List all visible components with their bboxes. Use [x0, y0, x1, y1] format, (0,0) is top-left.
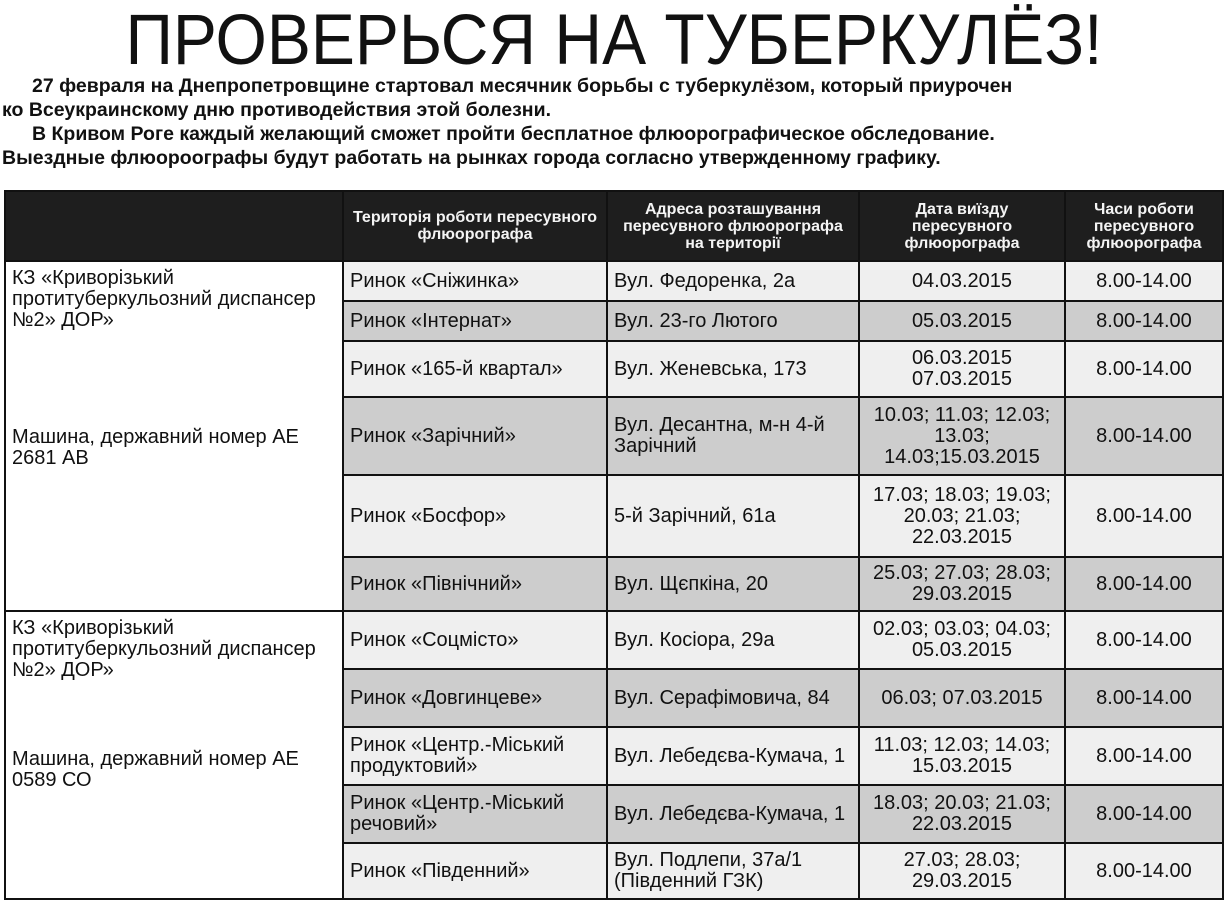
address-cell: Вул. Женевська, 173	[607, 341, 859, 397]
header-address: Адреса розташування пересувного флюорографа на території	[607, 191, 859, 261]
table-row	[5, 261, 1223, 301]
intro-paragraph-1-lead: 27 февраля на Днепропетровщине стартовал месячник борьбы с туберкулёзом, который приурочен	[32, 75, 1013, 97]
header-org	[5, 191, 343, 261]
hours-cell: 8.00-14.00	[1065, 301, 1223, 341]
hours-cell: 8.00-14.00	[1065, 341, 1223, 397]
address-cell: Вул. Лебедєва-Кумача, 1	[607, 727, 859, 785]
hours-cell: 8.00-14.00	[1065, 669, 1223, 727]
org-name: КЗ «Криворізький протитуберкульозний диспансер №2» ДОР»	[12, 617, 316, 681]
territory-cell: Ринок «Центр.-Міський речовий»	[343, 785, 607, 843]
dates-cell: 06.03.2015 07.03.2015	[859, 341, 1065, 397]
dates-cell: 11.03; 12.03; 14.03; 15.03.2015	[859, 727, 1065, 785]
schedule-table	[4, 190, 1224, 900]
vehicle-number: Машина, державний номер АЕ 0589 СО	[12, 748, 299, 791]
dates-cell: 25.03; 27.03; 28.03; 29.03.2015	[859, 557, 1065, 611]
address-cell: Вул. Щєпкіна, 20	[607, 557, 859, 611]
org-cell	[5, 261, 343, 611]
intro-paragraph-2-cont: Выездные флюороографы будут работать на рынках города согласно утвержденному графику.	[2, 147, 941, 169]
territory-cell: Ринок «Сніжинка»	[343, 261, 607, 301]
vehicle-number: Машина, державний номер АЕ 2681 АВ	[12, 426, 299, 469]
intro-text	[2, 74, 1224, 170]
territory-cell: Ринок «Центр.-Міський продуктовий»	[343, 727, 607, 785]
address-cell: Вул. 23-го Лютого	[607, 301, 859, 341]
territory-cell: Ринок «165-й квартал»	[343, 341, 607, 397]
hours-cell: 8.00-14.00	[1065, 843, 1223, 899]
org-name: КЗ «Криворізький протитуберкульозний диспансер №2» ДОР»	[12, 267, 316, 331]
territory-cell: Ринок «Соцмісто»	[343, 611, 607, 669]
hours-cell: 8.00-14.00	[1065, 785, 1223, 843]
org-cell	[5, 611, 343, 899]
hours-cell: 8.00-14.00	[1065, 557, 1223, 611]
intro-paragraph-1-cont: ко Всеукраинскому дню противодействия этой болезни.	[2, 99, 551, 121]
hours-cell: 8.00-14.00	[1065, 261, 1223, 301]
hours-cell: 8.00-14.00	[1065, 611, 1223, 669]
page-title: ПРОВЕРЬСЯ НА ТУБЕРКУЛЁЗ!	[125, 0, 1103, 79]
table-body	[5, 261, 1223, 899]
territory-cell: Ринок «Північний»	[343, 557, 607, 611]
dates-cell: 02.03; 03.03; 04.03; 05.03.2015	[859, 611, 1065, 669]
territory-cell: Ринок «Зарічний»	[343, 397, 607, 475]
address-cell: 5-й Зарічний, 61а	[607, 475, 859, 557]
table-header-row	[5, 191, 1223, 261]
territory-cell: Ринок «Довгинцеве»	[343, 669, 607, 727]
dates-cell: 18.03; 20.03; 21.03; 22.03.2015	[859, 785, 1065, 843]
hours-cell: 8.00-14.00	[1065, 475, 1223, 557]
address-cell: Вул. Косіора, 29а	[607, 611, 859, 669]
address-cell: Вул. Подлепи, 37а/1 (Південний ГЗК)	[607, 843, 859, 899]
dates-cell: 05.03.2015	[859, 301, 1065, 341]
territory-cell: Ринок «Інтернат»	[343, 301, 607, 341]
intro-paragraph-2-lead: В Кривом Роге каждый желающий сможет пройти бесплатное флюорографическое обследование.	[32, 123, 995, 145]
address-cell: Вул. Федоренка, 2а	[607, 261, 859, 301]
header-territory: Територія роботи пересувного флюорографа	[343, 191, 607, 261]
hours-cell: 8.00-14.00	[1065, 727, 1223, 785]
dates-cell: 17.03; 18.03; 19.03; 20.03; 21.03; 22.03.2015	[859, 475, 1065, 557]
dates-cell: 27.03; 28.03; 29.03.2015	[859, 843, 1065, 899]
header-dates: Дата виїзду пересувного флюорографа	[859, 191, 1065, 261]
dates-cell: 04.03.2015	[859, 261, 1065, 301]
hours-cell: 8.00-14.00	[1065, 397, 1223, 475]
address-cell: Вул. Десантна, м-н 4-й Зарічний	[607, 397, 859, 475]
dates-cell: 10.03; 11.03; 12.03; 13.03; 14.03;15.03.2015	[859, 397, 1065, 475]
address-cell: Вул. Серафімовича, 84	[607, 669, 859, 727]
territory-cell: Ринок «Південний»	[343, 843, 607, 899]
org-spacer	[12, 681, 336, 749]
dates-cell: 06.03; 07.03.2015	[859, 669, 1065, 727]
territory-cell: Ринок «Босфор»	[343, 475, 607, 557]
table-row	[5, 611, 1223, 669]
address-cell: Вул. Лебедєва-Кумача, 1	[607, 785, 859, 843]
header-hours: Часи роботи пересувного флюорографа	[1065, 191, 1223, 261]
org-spacer	[12, 331, 336, 427]
